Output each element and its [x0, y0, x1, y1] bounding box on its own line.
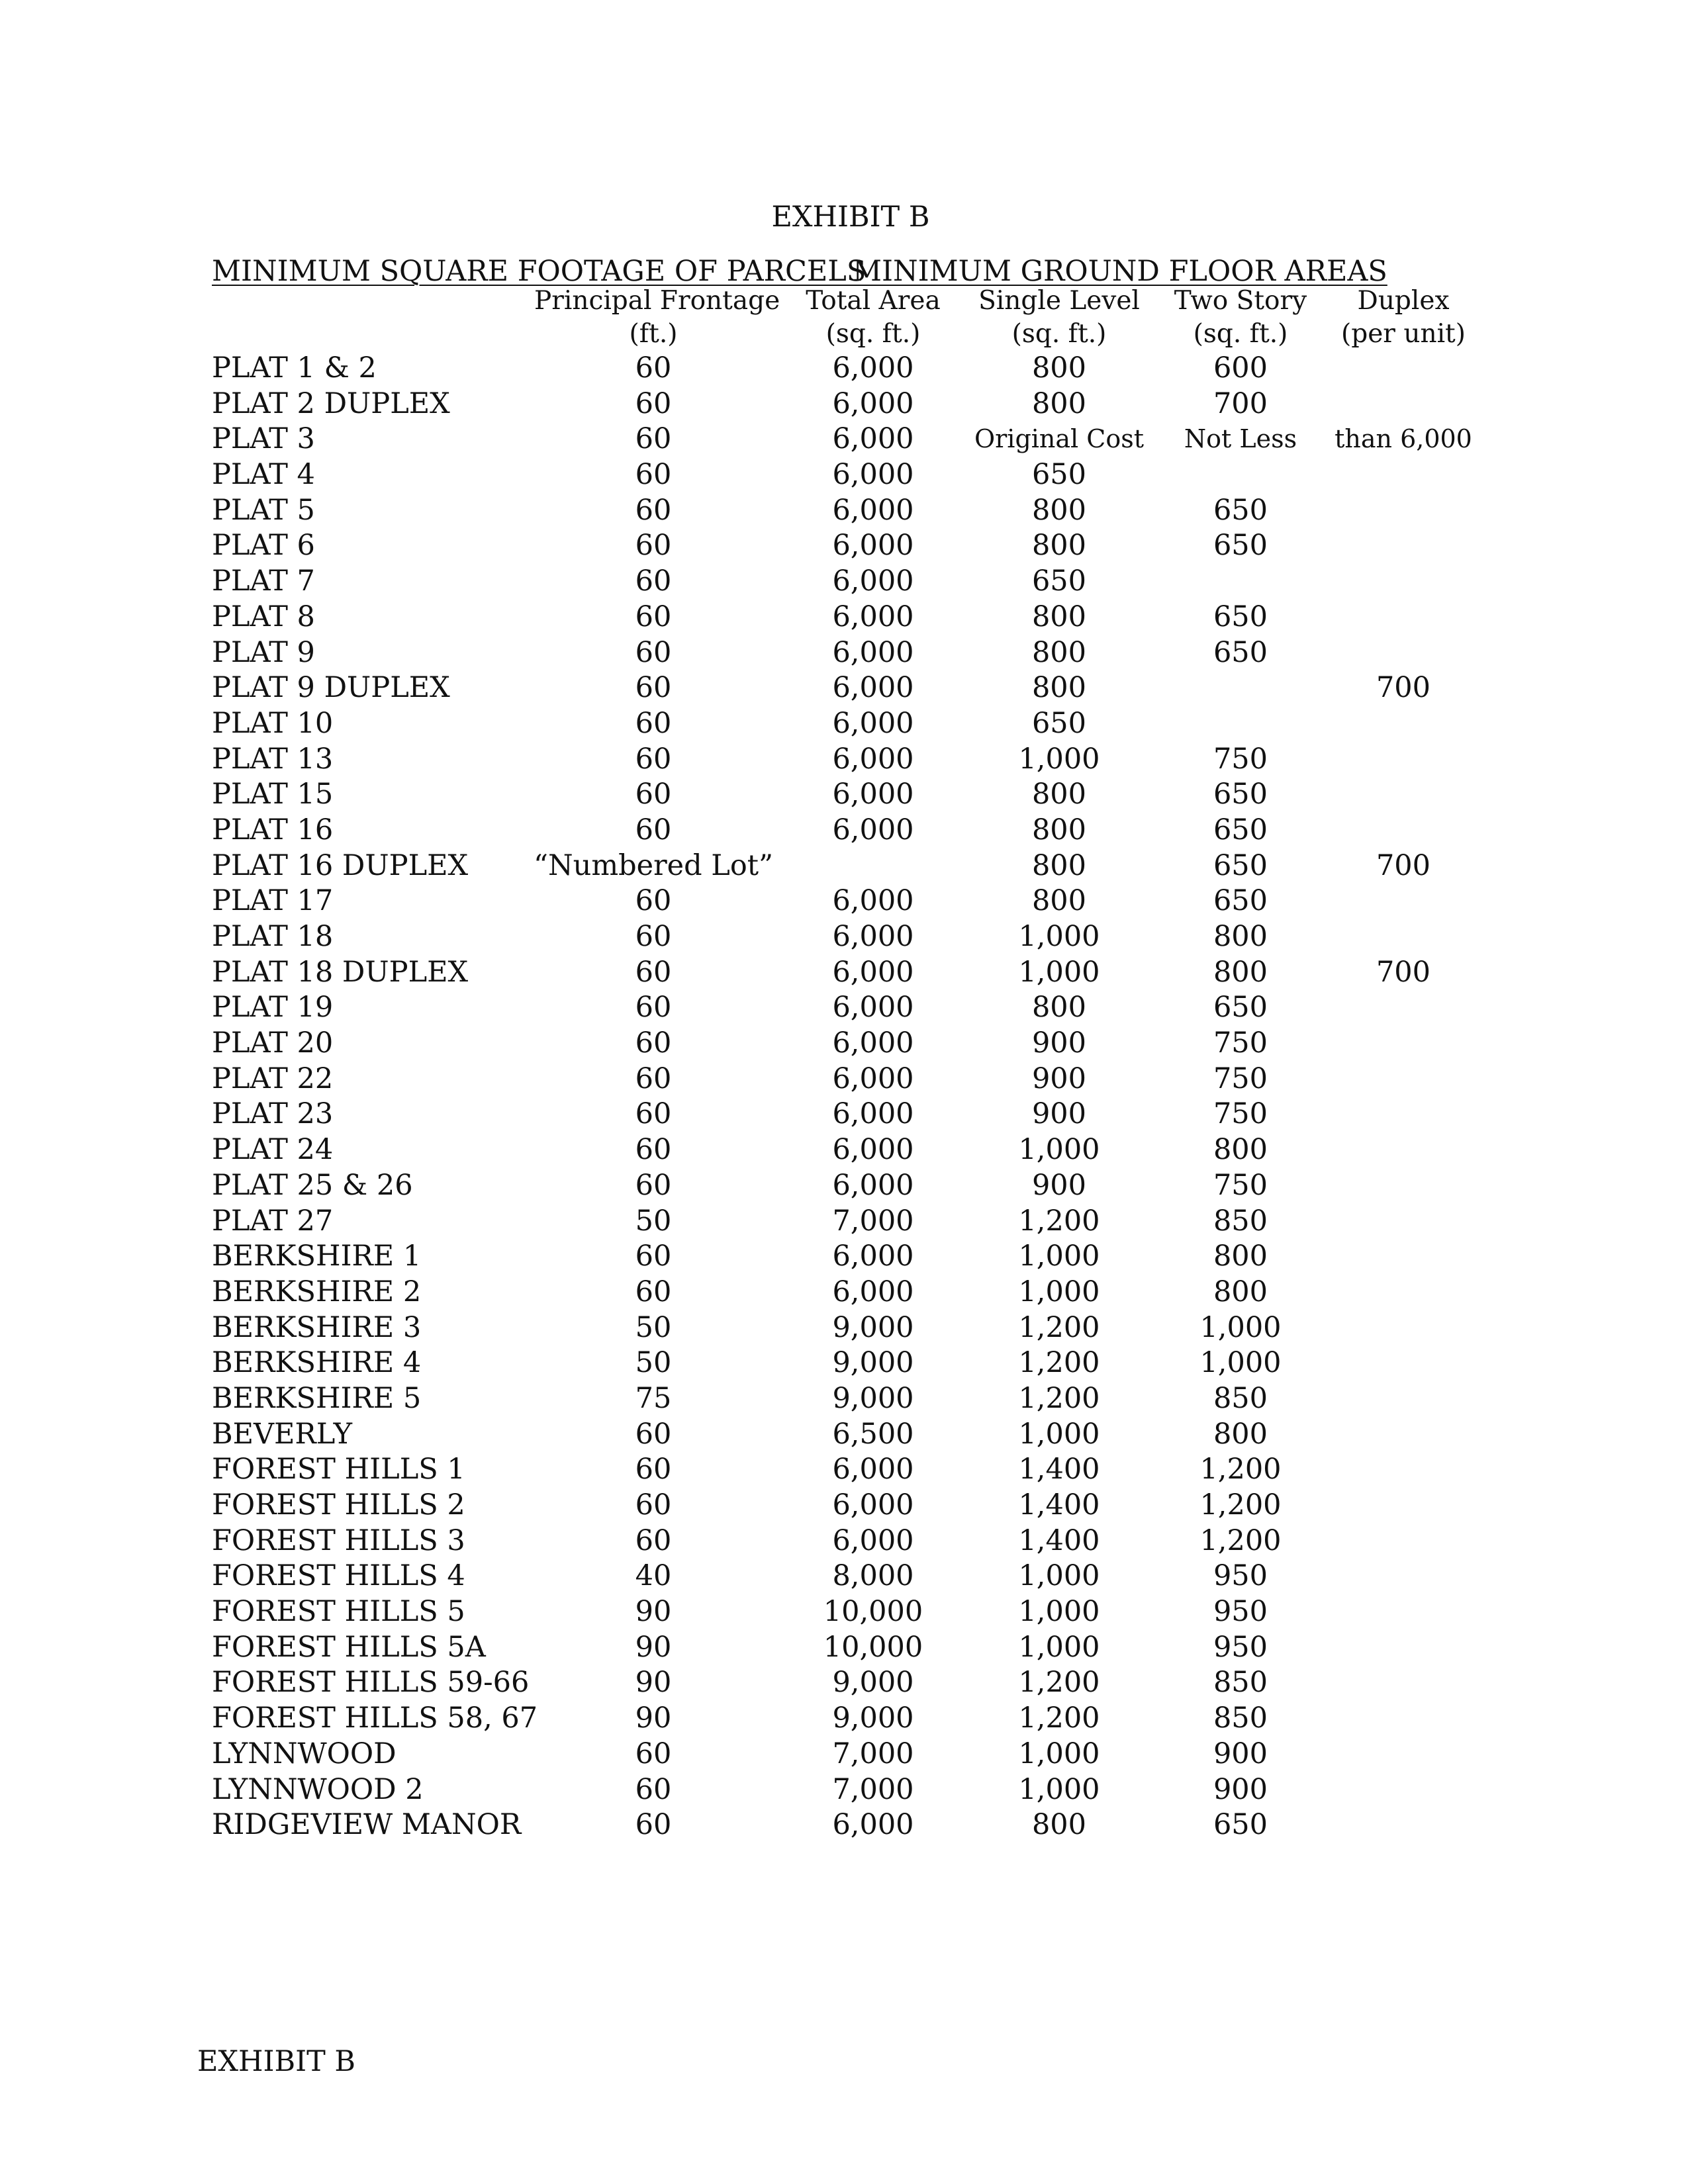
single-level-cell: 1,200	[1018, 1381, 1100, 1415]
parcel-name: FOREST HILLS 5	[212, 1595, 465, 1629]
two-story-cell: Not Less	[1184, 424, 1297, 454]
duplex-cell: 700	[1376, 848, 1431, 882]
single-level-cell: 1,000	[1018, 1133, 1100, 1167]
single-level-cell: 900	[1031, 1026, 1087, 1060]
parcel-name: PLAT 18	[212, 920, 334, 953]
column-header-unit: (per unit)	[1341, 319, 1466, 349]
parcel-name: BEVERLY	[212, 1417, 352, 1451]
principal-frontage-cell: 90	[635, 1666, 672, 1700]
single-level-cell: 650	[1031, 565, 1087, 598]
total-area-cell: 6,000	[832, 742, 914, 776]
single-level-cell: 650	[1031, 458, 1087, 492]
parcel-name: PLAT 20	[212, 1026, 334, 1060]
single-level-cell: 800	[1031, 991, 1087, 1024]
parcel-name: BERKSHIRE 3	[212, 1310, 422, 1344]
table-row	[0, 1132, 1688, 1168]
parcel-name: FOREST HILLS 2	[212, 1488, 465, 1522]
parcel-name: BERKSHIRE 5	[212, 1381, 422, 1415]
table-row	[0, 387, 1688, 422]
single-level-cell: 1,000	[1018, 1240, 1100, 1273]
single-level-cell: 1,000	[1018, 955, 1100, 989]
parcel-name: PLAT 7	[212, 565, 315, 598]
single-level-cell: 800	[1031, 387, 1087, 420]
parcel-name: PLAT 24	[212, 1133, 334, 1167]
principal-frontage-cell: 90	[635, 1702, 672, 1735]
principal-frontage-cell: 60	[635, 1133, 672, 1167]
table-row	[0, 955, 1688, 991]
single-level-cell: 1,000	[1018, 1559, 1100, 1593]
total-area-cell: 6,000	[832, 387, 914, 420]
parcel-name: PLAT 9	[212, 635, 315, 669]
total-area-cell: 6,000	[832, 1240, 914, 1273]
single-level-cell: 900	[1031, 1168, 1087, 1202]
total-area-cell: 6,000	[832, 1275, 914, 1308]
column-header-principal-frontage	[534, 285, 780, 351]
two-story-cell: 850	[1213, 1381, 1268, 1415]
principal-frontage-cell: 60	[635, 1062, 672, 1095]
two-story-cell: 800	[1213, 1417, 1268, 1451]
single-level-cell: 1,000	[1018, 1772, 1100, 1806]
two-story-cell: 650	[1213, 848, 1268, 882]
table-row	[0, 1310, 1688, 1346]
principal-frontage-cell: 90	[635, 1630, 672, 1664]
two-story-cell: 650	[1213, 600, 1268, 633]
principal-frontage-cell: 60	[635, 458, 672, 492]
single-level-cell: 1,200	[1018, 1666, 1100, 1700]
parcel-name: BERKSHIRE 4	[212, 1346, 422, 1380]
table-row	[0, 564, 1688, 600]
parcel-name: PLAT 25 & 26	[212, 1168, 413, 1202]
total-area-cell: 6,000	[832, 1524, 914, 1557]
two-story-cell: 900	[1213, 1772, 1268, 1806]
duplex-cell: 700	[1376, 955, 1431, 989]
table-row	[0, 848, 1688, 884]
two-story-cell: 1,200	[1199, 1488, 1282, 1522]
single-level-cell: 1,400	[1018, 1453, 1100, 1486]
principal-frontage-cell: 60	[635, 1275, 672, 1308]
single-level-cell: 1,000	[1018, 1595, 1100, 1629]
column-header-unit: (ft.)	[629, 319, 678, 349]
table-row	[0, 1417, 1688, 1453]
principal-frontage-cell: 60	[635, 1097, 672, 1131]
principal-frontage-cell: 60	[635, 1808, 672, 1842]
total-area-cell: 6,000	[832, 813, 914, 846]
principal-frontage-cell: 60	[635, 1488, 672, 1522]
two-story-cell: 800	[1213, 920, 1268, 953]
table-row	[0, 813, 1688, 848]
parcel-table	[0, 351, 1688, 1843]
principal-frontage-cell: 60	[635, 1417, 672, 1451]
column-header-label: Total Area	[806, 286, 941, 316]
total-area-cell: 6,000	[832, 458, 914, 492]
parcel-name: LYNNWOOD 2	[212, 1772, 424, 1806]
table-row	[0, 1524, 1688, 1559]
principal-frontage-cell: 75	[635, 1381, 672, 1415]
total-area-cell: 6,000	[832, 991, 914, 1024]
principal-frontage-cell: 60	[635, 351, 672, 385]
table-row	[0, 1737, 1688, 1772]
table-row	[0, 1630, 1688, 1666]
column-header-label: Single Level	[978, 286, 1140, 316]
table-row	[0, 706, 1688, 742]
parcel-name: FOREST HILLS 3	[212, 1524, 465, 1557]
parcel-name: PLAT 13	[212, 742, 334, 776]
two-story-cell: 800	[1213, 1240, 1268, 1273]
total-area-cell: 10,000	[823, 1595, 923, 1629]
two-story-cell: 800	[1213, 1133, 1268, 1167]
parcel-name: PLAT 2 DUPLEX	[212, 387, 450, 420]
principal-frontage-cell: 60	[635, 1026, 672, 1060]
total-area-cell: 6,000	[832, 1062, 914, 1095]
principal-frontage-cell: 60	[635, 529, 672, 563]
principal-frontage-cell: 60	[635, 1772, 672, 1806]
total-area-cell: 7,000	[832, 1204, 914, 1238]
two-story-cell: 900	[1213, 1737, 1268, 1770]
table-row	[0, 1062, 1688, 1097]
parcel-name: PLAT 16 DUPLEX	[212, 848, 469, 882]
parcel-name: PLAT 8	[212, 600, 315, 633]
total-area-cell: 7,000	[832, 1737, 914, 1770]
principal-frontage-cell: 50	[635, 1346, 672, 1380]
total-area-cell: 6,000	[832, 351, 914, 385]
parcel-name: PLAT 22	[212, 1062, 334, 1095]
parcel-name: PLAT 4	[212, 458, 315, 492]
single-level-cell: 1,200	[1018, 1346, 1100, 1380]
parcel-name: LYNNWOOD	[212, 1737, 397, 1770]
parcel-name: BERKSHIRE 1	[212, 1240, 422, 1273]
column-header-unit: (sq. ft.)	[825, 319, 921, 349]
table-row	[0, 600, 1688, 635]
principal-frontage-cell: 60	[635, 600, 672, 633]
column-header-unit: (sq. ft.)	[1193, 319, 1288, 349]
parcel-name: FOREST HILLS 5A	[212, 1630, 486, 1664]
single-level-cell: 800	[1031, 884, 1087, 918]
table-row	[0, 1701, 1688, 1737]
principal-frontage-cell: 60	[635, 1737, 672, 1770]
principal-frontage-cell: 60	[635, 884, 672, 918]
table-row	[0, 1559, 1688, 1594]
parcel-name: PLAT 10	[212, 706, 334, 740]
duplex-cell: than 6,000	[1335, 424, 1472, 454]
table-row	[0, 742, 1688, 778]
page-title: EXHIBIT B	[771, 201, 930, 234]
total-area-cell: 9,000	[832, 1310, 914, 1344]
single-level-cell: 650	[1031, 706, 1087, 740]
parcel-name: PLAT 6	[212, 529, 315, 563]
parcel-name: PLAT 19	[212, 991, 334, 1024]
principal-frontage-cell: 60	[635, 706, 672, 740]
principal-frontage-cell: 50	[635, 1310, 672, 1344]
column-header-label: Duplex	[1357, 286, 1450, 316]
column-header-unit: (sq. ft.)	[1011, 319, 1107, 349]
table-row	[0, 1381, 1688, 1417]
table-row	[0, 1452, 1688, 1488]
total-area-cell: 6,000	[832, 565, 914, 598]
single-level-cell: 800	[1031, 813, 1087, 846]
two-story-cell: 700	[1213, 387, 1268, 420]
parcel-name: FOREST HILLS 1	[212, 1453, 465, 1486]
table-row	[0, 351, 1688, 387]
total-area-cell: 6,000	[832, 1488, 914, 1522]
parcel-name: PLAT 5	[212, 493, 315, 527]
single-level-cell: 1,000	[1018, 742, 1100, 776]
two-story-cell: 750	[1213, 1026, 1268, 1060]
total-area-cell: 6,000	[832, 778, 914, 811]
principal-frontage-cell: 60	[635, 813, 672, 846]
two-story-cell: 650	[1213, 1808, 1268, 1842]
two-story-cell: 750	[1213, 1097, 1268, 1131]
table-row	[0, 1345, 1688, 1381]
principal-frontage-cell: 60	[635, 991, 672, 1024]
total-area-cell: 6,000	[832, 706, 914, 740]
duplex-cell: 700	[1376, 671, 1431, 705]
table-row	[0, 1807, 1688, 1843]
section-heading-parcels: MINIMUM SQUARE FOOTAGE OF PARCELS	[212, 255, 867, 288]
total-area-cell: 6,000	[832, 1026, 914, 1060]
two-story-cell: 800	[1213, 955, 1268, 989]
parcel-name: PLAT 23	[212, 1097, 334, 1131]
two-story-cell: 850	[1213, 1204, 1268, 1238]
table-row	[0, 528, 1688, 564]
parcel-name: PLAT 18 DUPLEX	[212, 955, 469, 989]
total-area-cell: 8,000	[832, 1559, 914, 1593]
principal-frontage-cell: 40	[635, 1559, 672, 1593]
table-row	[0, 1168, 1688, 1204]
parcel-name: PLAT 1 & 2	[212, 351, 377, 385]
parcel-name: PLAT 16	[212, 813, 334, 846]
parcel-name: FOREST HILLS 4	[212, 1559, 465, 1593]
principal-frontage-cell: 60	[635, 778, 672, 811]
two-story-cell: 1,200	[1199, 1524, 1282, 1557]
single-level-cell: 1,200	[1018, 1204, 1100, 1238]
parcel-name: PLAT 15	[212, 778, 334, 811]
column-header-duplex	[1284, 285, 1523, 351]
principal-frontage-cell: 60	[635, 920, 672, 953]
two-story-cell: 750	[1213, 1062, 1268, 1095]
two-story-cell: 850	[1213, 1666, 1268, 1700]
parcel-name: PLAT 3	[212, 422, 315, 456]
single-level-cell: 1,000	[1018, 1630, 1100, 1664]
principal-frontage-cell: 60	[635, 955, 672, 989]
total-area-cell: 9,000	[832, 1346, 914, 1380]
table-row	[0, 1275, 1688, 1310]
table-row	[0, 1665, 1688, 1701]
parcel-name: FOREST HILLS 58, 67	[212, 1702, 538, 1735]
total-area-cell: 6,500	[832, 1417, 914, 1451]
total-area-cell: 9,000	[832, 1666, 914, 1700]
total-area-cell: 6,000	[832, 600, 914, 633]
two-story-cell: 750	[1213, 1168, 1268, 1202]
total-area-cell: 9,000	[832, 1381, 914, 1415]
total-area-cell: 6,000	[832, 1168, 914, 1202]
table-row	[0, 1488, 1688, 1524]
single-level-cell: 1,000	[1018, 920, 1100, 953]
total-area-cell: 6,000	[832, 635, 914, 669]
table-row	[0, 422, 1688, 457]
principal-frontage-cell: 60	[635, 1453, 672, 1486]
two-story-cell: 750	[1213, 742, 1268, 776]
principal-frontage-cell: 60	[635, 1240, 672, 1273]
parcel-name: PLAT 9 DUPLEX	[212, 671, 450, 705]
parcel-name: FOREST HILLS 59-66	[212, 1666, 530, 1700]
single-level-cell: 800	[1031, 529, 1087, 563]
principal-frontage-cell: 60	[635, 387, 672, 420]
total-area-cell: 6,000	[832, 1133, 914, 1167]
single-level-cell: 1,200	[1018, 1702, 1100, 1735]
two-story-cell: 650	[1213, 529, 1268, 563]
single-level-cell: 1,200	[1018, 1310, 1100, 1344]
table-row	[0, 919, 1688, 955]
two-story-cell: 850	[1213, 1702, 1268, 1735]
total-area-cell: 6,000	[832, 422, 914, 456]
principal-frontage-cell: 60	[635, 671, 672, 705]
principal-frontage-cell: 60	[635, 422, 672, 456]
total-area-cell: 6,000	[832, 529, 914, 563]
total-area-cell: 6,000	[832, 1453, 914, 1486]
principal-frontage-cell: 60	[635, 565, 672, 598]
total-area-cell: 9,000	[832, 1702, 914, 1735]
two-story-cell: 950	[1213, 1595, 1268, 1629]
single-level-cell: 800	[1031, 493, 1087, 527]
single-level-cell: 1,000	[1018, 1417, 1100, 1451]
two-story-cell: 600	[1213, 351, 1268, 385]
two-story-cell: 1,000	[1199, 1310, 1282, 1344]
single-level-cell: 1,000	[1018, 1275, 1100, 1308]
single-level-cell: 800	[1031, 635, 1087, 669]
principal-frontage-cell: 50	[635, 1204, 672, 1238]
two-story-cell: 650	[1213, 991, 1268, 1024]
two-story-cell: 650	[1213, 884, 1268, 918]
parcel-name: BERKSHIRE 2	[212, 1275, 422, 1308]
table-row	[0, 1594, 1688, 1630]
two-story-cell: 800	[1213, 1275, 1268, 1308]
principal-frontage-cell: 60	[635, 635, 672, 669]
page-footer: EXHIBIT B	[197, 2045, 356, 2078]
table-row	[0, 493, 1688, 529]
total-area-cell: 6,000	[832, 493, 914, 527]
principal-frontage-cell: 60	[635, 1168, 672, 1202]
table-row	[0, 1204, 1688, 1240]
principal-frontage-cell: 60	[635, 493, 672, 527]
two-story-cell: 650	[1213, 635, 1268, 669]
total-area-cell: 6,000	[832, 955, 914, 989]
table-row	[0, 635, 1688, 671]
two-story-cell: 1,000	[1199, 1346, 1282, 1380]
single-level-cell: 800	[1031, 600, 1087, 633]
column-header-label: Principal Frontage	[534, 286, 780, 316]
table-row	[0, 1772, 1688, 1808]
principal-frontage-cell: 90	[635, 1595, 672, 1629]
total-area-cell: 6,000	[832, 1808, 914, 1842]
two-story-cell: 650	[1213, 493, 1268, 527]
section-heading-floor-areas: MINIMUM GROUND FLOOR AREAS	[853, 255, 1387, 288]
single-level-cell: 1,000	[1018, 1737, 1100, 1770]
total-area-cell: 6,000	[832, 920, 914, 953]
single-level-cell: 800	[1031, 778, 1087, 811]
single-level-cell: 900	[1031, 1062, 1087, 1095]
principal-frontage-cell: 60	[635, 1524, 672, 1557]
single-level-cell: 800	[1031, 351, 1087, 385]
table-row	[0, 884, 1688, 919]
table-row	[0, 1097, 1688, 1132]
single-level-cell: 800	[1031, 1808, 1087, 1842]
table-row	[0, 1026, 1688, 1062]
parcel-name: PLAT 17	[212, 884, 334, 918]
two-story-cell: 650	[1213, 813, 1268, 846]
column-header-label: Two Story	[1174, 286, 1307, 316]
total-area-cell: 10,000	[823, 1630, 923, 1664]
two-story-cell: 650	[1213, 778, 1268, 811]
table-row	[0, 777, 1688, 813]
two-story-cell: 950	[1213, 1630, 1268, 1664]
single-level-cell: 800	[1031, 848, 1087, 882]
total-area-cell: 6,000	[832, 1097, 914, 1131]
principal-frontage-cell: “Numbered Lot”	[534, 848, 773, 882]
two-story-cell: 1,200	[1199, 1453, 1282, 1486]
two-story-cell: 950	[1213, 1559, 1268, 1593]
single-level-cell: 1,400	[1018, 1524, 1100, 1557]
single-level-cell: 800	[1031, 671, 1087, 705]
single-level-cell: Original Cost	[974, 424, 1145, 454]
table-row	[0, 457, 1688, 493]
single-level-cell: 900	[1031, 1097, 1087, 1131]
table-row	[0, 990, 1688, 1026]
principal-frontage-cell: 60	[635, 742, 672, 776]
parcel-name: RIDGEVIEW MANOR	[212, 1808, 522, 1842]
single-level-cell: 1,400	[1018, 1488, 1100, 1522]
total-area-cell: 6,000	[832, 671, 914, 705]
table-row	[0, 1239, 1688, 1275]
total-area-cell: 6,000	[832, 884, 914, 918]
table-row	[0, 670, 1688, 706]
parcel-name: PLAT 27	[212, 1204, 334, 1238]
total-area-cell: 7,000	[832, 1772, 914, 1806]
